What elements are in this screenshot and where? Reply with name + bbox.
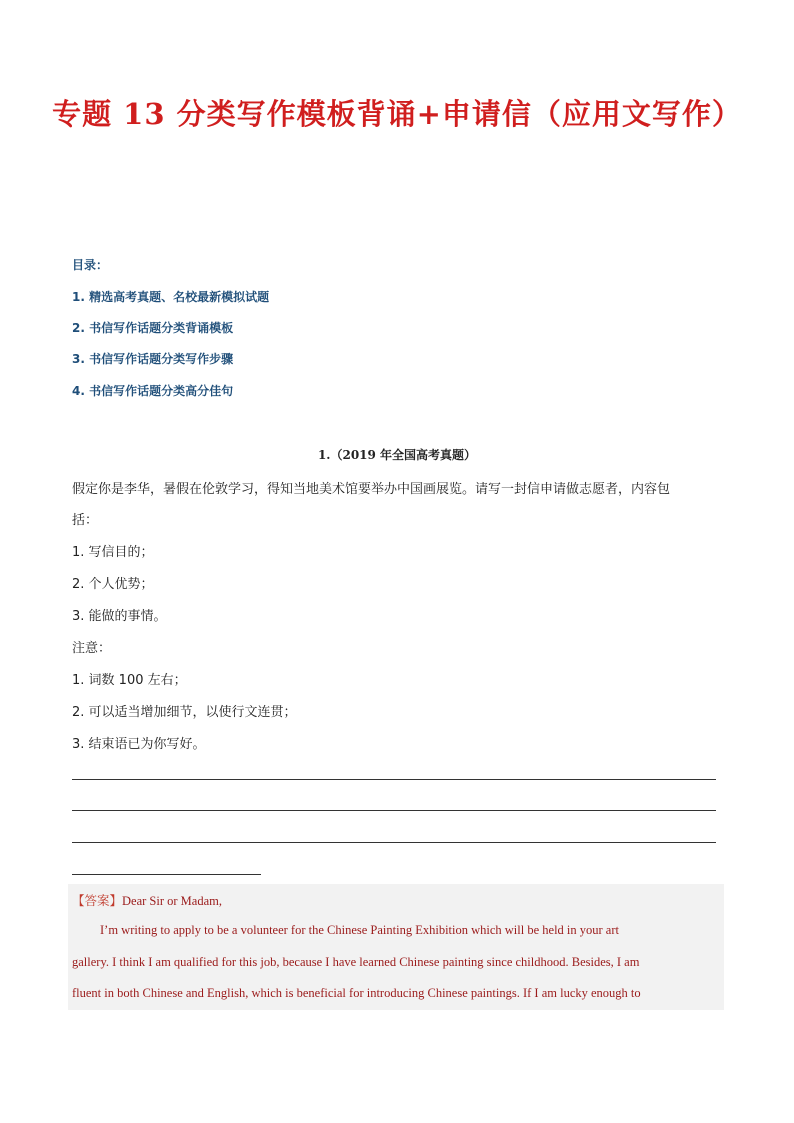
answer-greeting: Dear Sir or Madam, [122,894,222,908]
writing-line [72,779,716,780]
writing-line [72,810,716,811]
document-title: 专题 13 分类写作模板背诵+申请信（应用文写作） [52,97,742,131]
writing-line [72,842,716,843]
toc-item: 2. 书信写作话题分类背诵模板 [72,321,234,335]
note-item: 1. 词数 100 左右； [72,673,187,688]
notes-heading: 注意： [72,641,112,656]
note-item: 2. 可以适当增加细节，以使行文连贯； [72,705,297,720]
question-prompt-cont: 括： [72,513,99,528]
answer-line: gallery. I think I am qualified for this job, because I have learned Chinese painting since childhood. Besides, I am [72,955,640,969]
toc-item: 4. 书信写作话题分类高分佳句 [72,384,234,398]
answer-line: fluent in both Chinese and English, which is beneficial for introducing Chinese paintings. If I am lucky enough to [72,986,641,1000]
requirement-point: 1. 写信目的； [72,545,154,560]
question-heading: 1.（2019 年全国高考真题） [317,448,477,462]
requirement-point: 2. 个人优势； [72,577,154,592]
answer-line: I’m writing to apply to be a volunteer for the Chinese Painting Exhibition which will be held in your art [100,923,619,937]
answer-greeting-line [72,891,222,909]
note-item: 3. 结束语已为你写好。 [72,737,206,752]
requirement-point: 3. 能做的事情。 [72,609,167,624]
toc-item: 3. 书信写作话题分类写作步骤 [72,352,234,366]
question-prompt: 假定你是李华，暑假在伦敦学习，得知当地美术馆要举办中国画展览。请写一封信申请做志愿者，内容包 [72,482,671,497]
toc-heading: 目录： [72,258,109,272]
answer-tag: 【答案】 [72,893,123,908]
toc-item: 1. 精选高考真题、名校最新模拟试题 [72,290,270,304]
writing-line [72,874,261,875]
